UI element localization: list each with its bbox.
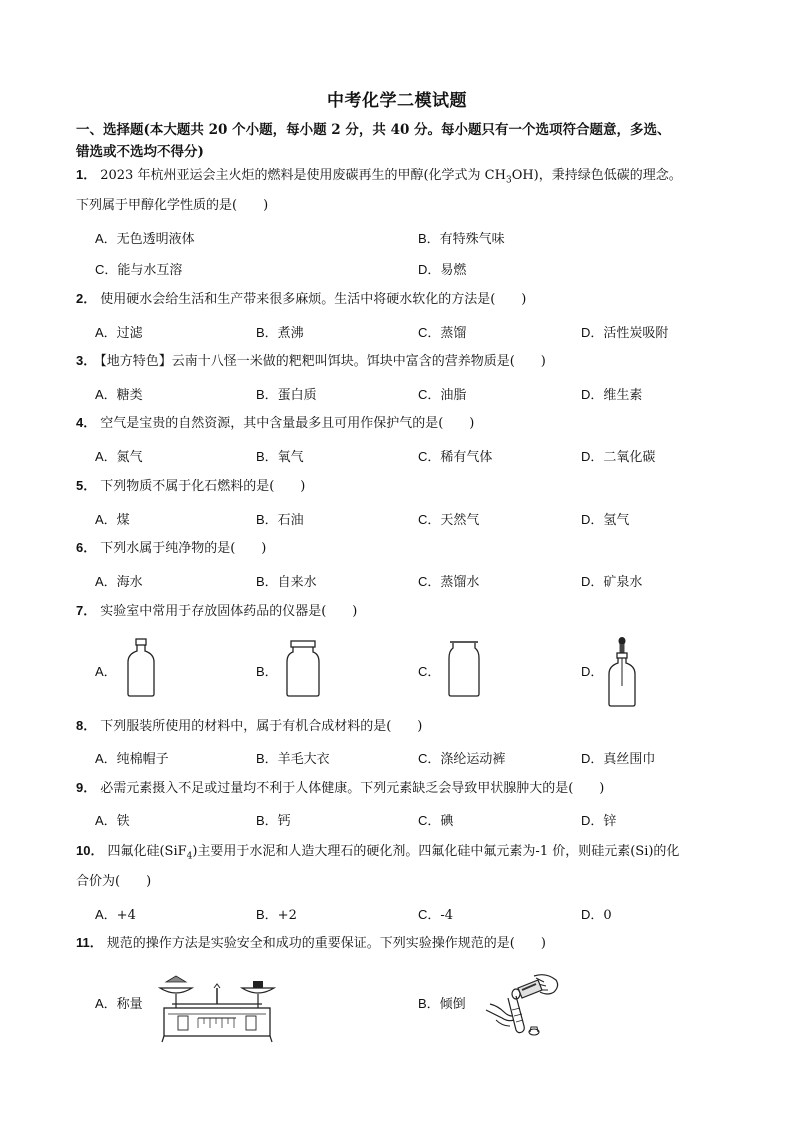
option-10d[interactable]: D．0 [581,907,612,923]
option-4b[interactable]: B．氧气 [256,449,304,465]
formula-subscript: 4 [186,851,193,862]
wide-mouth-bottle-icon [284,640,322,698]
question-10-stem: 10． 四氟化硅(SiF$_4$)主要用于水泥和人造大理石的硬化剂。四氟化硅中氟元素为-1 价，则硅元素(Si)的化 [76,843,680,862]
pouring-test-tube-icon [482,970,562,1040]
option-10b[interactable]: B．+2 [256,907,297,923]
option-5d[interactable]: D．氢气 [581,512,630,528]
question-9-stem: 9． 必需元素摄入不足或过量均不利于人体健康。下列元素缺乏会导致甲状腺肿大的是( ) [76,780,605,796]
section-heading-line-2: 错选或不选均不得分) [76,144,204,160]
option-10c[interactable]: C．-4 [418,907,454,923]
option-5c[interactable]: C．天然气 [418,512,480,528]
option-8d[interactable]: D．真丝围巾 [581,751,656,767]
option-8c[interactable]: C．涤纶运动裤 [418,751,506,767]
question-5-stem: 5． 下列物质不属于化石燃料的是( ) [76,478,306,494]
option-3d[interactable]: D．维生素 [581,387,643,403]
question-text: OH)，秉持绿色低碳的理念。 [511,168,682,183]
option-2b[interactable]: B．煮沸 [256,325,304,341]
question-2-stem: 2． 使用硬水会给生活和生产带来很多麻烦。生活中将硬水软化的方法是( ) [76,291,527,307]
option-8a[interactable]: A．纯棉帽子 [95,751,169,767]
option-9a[interactable]: A．铁 [95,813,130,829]
option-4c[interactable]: C．稀有气体 [418,449,493,465]
dropper-bottle-icon [606,636,638,708]
section-heading [76,119,766,163]
page-title: 中考化学二模试题 [327,91,467,111]
option-6d[interactable]: D．矿泉水 [581,574,643,590]
balance-scale-icon [158,970,276,1044]
option-5a[interactable]: A．煤 [95,512,130,528]
option-6a[interactable]: A．海水 [95,574,143,590]
option-6c[interactable]: C．蒸馏水 [418,574,480,590]
option-1a[interactable]: A．无色透明液体 [95,231,195,247]
question-6-stem: 6． 下列水属于纯净物的是( ) [76,540,267,556]
question-7-stem: 7． 实验室中常用于存放固体药品的仪器是( ) [76,603,358,619]
section-heading-line-1: 一、选择题(本大题共 20 个小题，每小题 2 分，共 40 分。每小题只有一个选项符合题意，多选、 [76,122,671,138]
option-2a[interactable]: A．过滤 [95,325,143,341]
option-11b[interactable]: B．倾倒 [418,996,466,1012]
option-7c[interactable]: C． [418,664,441,679]
question-10-stem-line-2: 合价为( ) [76,874,152,889]
option-2c[interactable]: C．蒸馏 [418,325,467,341]
question-1-stem-line-2: 下列属于甲醇化学性质的是( ) [76,198,269,213]
option-4d[interactable]: D．二氧化碳 [581,449,656,465]
narrow-mouth-bottle-icon [124,638,158,698]
option-9d[interactable]: D．锌 [581,813,617,829]
gas-collecting-bottle-icon [446,640,482,698]
option-10a[interactable]: A．+4 [95,907,136,923]
option-7a[interactable]: A． [95,664,117,679]
option-4a[interactable]: A．氮气 [95,449,143,465]
option-7b[interactable]: B． [256,664,278,679]
option-1d[interactable]: D．易燃 [418,262,467,278]
question-number: 1． [76,167,97,182]
option-9b[interactable]: B．钙 [256,813,291,829]
question-3-stem: 3． 【地方特色】云南十八怪一米做的粑粑叫饵块。饵块中富含的营养物质是( ) [76,353,546,369]
option-1b[interactable]: B．有特殊气味 [418,231,505,247]
option-8b[interactable]: B．羊毛大衣 [256,751,330,767]
option-11a[interactable]: A．称量 [95,996,143,1012]
option-5b[interactable]: B．石油 [256,512,304,528]
option-3b[interactable]: B．蛋白质 [256,387,317,403]
question-11-stem: 11． 规范的操作方法是实验安全和成功的重要保证。下列实验操作规范的是( ) [76,935,546,951]
option-3c[interactable]: C．油脂 [418,387,467,403]
option-6b[interactable]: B．自来水 [256,574,317,590]
question-8-stem: 8． 下列服装所使用的材料中，属于有机合成材料的是( ) [76,718,423,734]
option-7d[interactable]: D． [581,664,604,679]
question-text: 2023 年杭州亚运会主火炬的燃料是使用废碳再生的甲醇(化学式为 CH [100,168,506,183]
question-4-stem: 4． 空气是宝贵的自然资源，其中含量最多且可用作保护气的是( ) [76,415,475,431]
formula-subscript: 3 [505,175,512,186]
option-9c[interactable]: C．碘 [418,813,454,829]
option-1c[interactable]: C．能与水互溶 [95,262,183,278]
option-3a[interactable]: A．糖类 [95,387,143,403]
option-2d[interactable]: D．活性炭吸附 [581,325,669,341]
